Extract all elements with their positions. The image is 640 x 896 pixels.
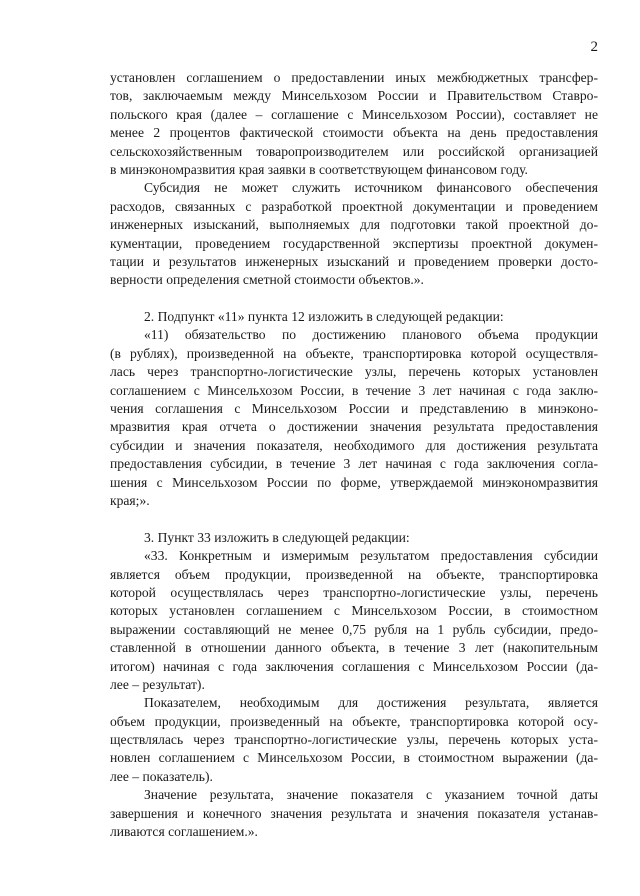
- page-number: 2: [590, 39, 598, 55]
- paragraph: [110, 786, 598, 841]
- text-line: 2. Подпункт «11» пункта 12 изложить в следующей редакции:: [144, 309, 504, 325]
- text-line: которой осуществлялась через транспортно-логистические узлы, перечень: [110, 584, 598, 600]
- text-line: которых установлен соглашением с Минсельхозом России, в стоимостном: [110, 603, 598, 619]
- text-line: ливаются соглашением.».: [110, 824, 258, 840]
- text-line: «11) обязательство по достижению планового объема продукции: [144, 327, 598, 343]
- text-line: лась через транспортно-логистические узлы, перечень которых установлен: [110, 364, 598, 380]
- text-line: Субсидия не может служить источником финансового обеспечения: [144, 180, 598, 196]
- text-line: менее 2 процентов фактической стоимости объекта на день предоставления: [110, 125, 598, 141]
- paragraph: [110, 547, 598, 694]
- text-line: шения с Минсельхозом России по форме, утверждаемой минэкономразвития: [110, 474, 598, 490]
- text-line: субсидии и значения показателя, необходимого для достижения результата: [110, 437, 598, 453]
- paragraph-gap: [110, 510, 598, 528]
- paragraph-gap: [110, 290, 598, 308]
- text-line: расходов, связанных с разработкой проектной документации и проведением: [110, 198, 598, 214]
- text-line: установлен соглашением о предоставлении иных межбюджетных трансфер-: [110, 70, 598, 85]
- paragraph: [110, 179, 598, 289]
- text-line: края;».: [110, 492, 150, 508]
- text-line: 3. Пункт 33 изложить в следующей редакции:: [144, 529, 410, 545]
- text-line: сельскохозяйственным товаропроизводителем или российской организацией: [110, 143, 598, 159]
- text-line: лее – результат).: [110, 676, 205, 692]
- text-line: завершения и конечного значения результата и значения показателя устанав-: [110, 805, 598, 821]
- text-line: в минэкономразвития края заявки в соответствующем финансовом году.: [110, 161, 528, 177]
- text-line: соглашением с Минсельхозом России, в течение 3 лет начиная с года заклю-: [110, 382, 598, 398]
- paragraph: [110, 326, 598, 510]
- text-line: (в рублях), произведенной на объекте, транспортировка которой осуществля-: [110, 345, 598, 361]
- text-line: верности определения сметной стоимости объектов.».: [110, 272, 424, 288]
- paragraph: [110, 694, 598, 786]
- text-line: «33. Конкретным и измеримым результатом предоставления субсидии: [144, 548, 598, 564]
- text-line: польского края (далее – соглашение с Минсельхозом России), составляет не: [110, 106, 598, 122]
- text-line: Показателем, необходимым для достижения результата, является: [144, 695, 598, 711]
- text-line: чения соглашения с Минсельхозом России и представлению в минэконо-: [110, 401, 598, 417]
- text-line: инженерных изысканий, выполняемых для подготовки такой проектной до-: [110, 217, 598, 233]
- text-line: Значение результата, значение показателя с указанием точной даты: [144, 787, 598, 803]
- paragraph: [110, 529, 598, 547]
- paragraph: [110, 69, 598, 179]
- text-line: кументации, проведением государственной экспертизы проектной докумен-: [110, 235, 598, 251]
- text-line: является объем продукции, произведенной на объекте, транспортировка: [110, 566, 598, 582]
- text-line: объем продукции, произведенный на объекте, транспортировка которой осу-: [110, 713, 598, 729]
- text-line: итогом) начиная с года заключения соглашения с Минсельхозом России (да-: [110, 658, 598, 674]
- text-line: лее – показатель).: [110, 768, 213, 784]
- text-line: предоставления субсидии, в течение 3 лет начиная с года заключения согла-: [110, 456, 598, 472]
- text-line: ществлялась через транспортно-логистические узлы, перечень которых уста-: [110, 732, 598, 748]
- text-line: мразвития края отчета о достижении значения результата предоставления: [110, 419, 598, 435]
- paragraph: [110, 308, 598, 326]
- text-line: тов, заключаемым между Минсельхозом России и Правительством Ставро-: [110, 88, 598, 104]
- text-line: тации и результатов инженерных изысканий и проведением проверки досто-: [110, 253, 598, 269]
- text-line: ставленной в отношении данного объекта, в течение 3 лет (накопительным: [110, 640, 598, 656]
- document-body: [110, 69, 598, 841]
- text-line: новлен соглашением с Минсельхозом России, в стоимостном выражении (да-: [110, 750, 598, 766]
- text-line: выражении составляющий не менее 0,75 рубля на 1 рубль субсидии, предо-: [110, 621, 598, 637]
